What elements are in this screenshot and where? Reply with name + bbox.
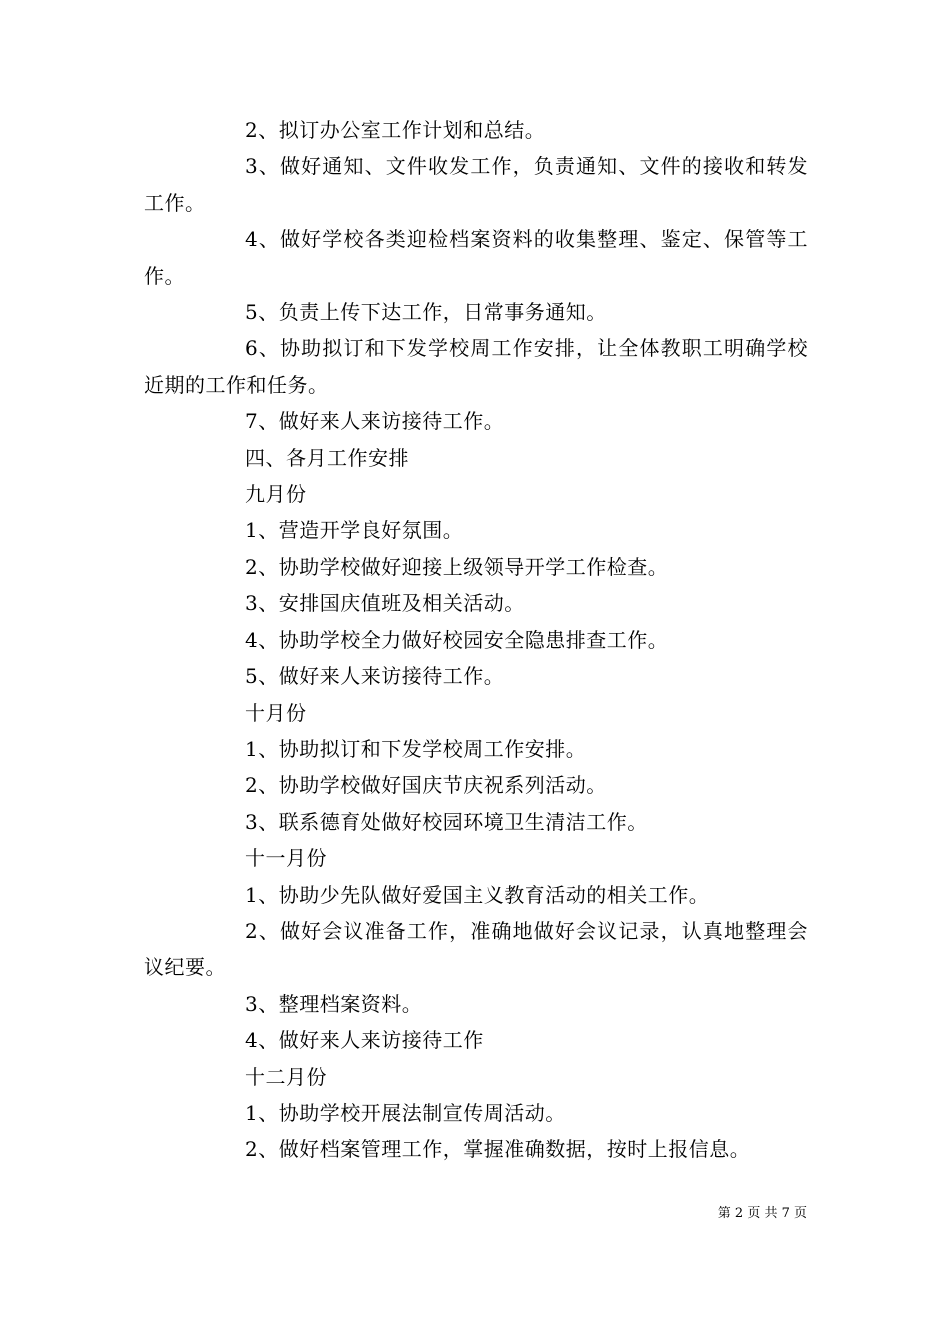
paragraph: 4、做好来人来访接待工作 xyxy=(245,1028,484,1053)
month-heading: 十一月份 xyxy=(245,846,327,871)
paragraph: 2、协助学校做好迎接上级领导开学工作检查。 xyxy=(245,554,669,579)
paragraph: 3、整理档案资料。 xyxy=(245,991,423,1016)
paragraph: 4、做好学校各类迎检档案资料的收集整理、鉴定、保管等工作。 xyxy=(144,227,808,288)
paragraph: 2、协助学校做好国庆节庆祝系列活动。 xyxy=(245,773,607,798)
page-number: 第 2 页 共 7 页 xyxy=(717,1206,807,1221)
paragraph: 5、负责上传下达工作，日常事务通知。 xyxy=(245,300,607,325)
month-heading: 九月份 xyxy=(245,482,307,507)
paragraph: 5、做好来人来访接待工作。 xyxy=(245,664,505,689)
month-heading: 十月份 xyxy=(245,700,307,725)
paragraph: 3、做好通知、文件收发工作，负责通知、文件的接收和转发工作。 xyxy=(144,154,808,215)
paragraph: 1、协助拟订和下发学校周工作安排。 xyxy=(245,736,587,761)
paragraph: 1、协助少先队做好爱国主义教育活动的相关工作。 xyxy=(245,882,710,907)
paragraph: 1、营造开学良好氛围。 xyxy=(245,518,464,543)
section-heading: 四、各月工作安排 xyxy=(245,445,409,470)
paragraph: 7、做好来人来访接待工作。 xyxy=(245,409,505,434)
paragraph: 2、做好会议准备工作，准确地做好会议记录，认真地整理会议纪要。 xyxy=(144,918,808,980)
month-heading: 十二月份 xyxy=(245,1064,327,1089)
paragraph: 3、联系德育处做好校园环境卫生清洁工作。 xyxy=(245,809,648,834)
paragraph: 3、安排国庆值班及相关活动。 xyxy=(245,591,525,616)
paragraph: 2、拟订办公室工作计划和总结。 xyxy=(245,118,546,142)
paragraph: 2、做好档案管理工作，掌握准确数据，按时上报信息。 xyxy=(245,1137,751,1162)
document-body xyxy=(144,112,808,1168)
paragraph: 4、协助学校全力做好校园安全隐患排查工作。 xyxy=(245,627,669,652)
paragraph: 1、协助学校开展法制宣传周活动。 xyxy=(245,1100,566,1125)
paragraph: 6、协助拟订和下发学校周工作安排，让全体教职工明确学校近期的工作和任务。 xyxy=(144,336,808,397)
